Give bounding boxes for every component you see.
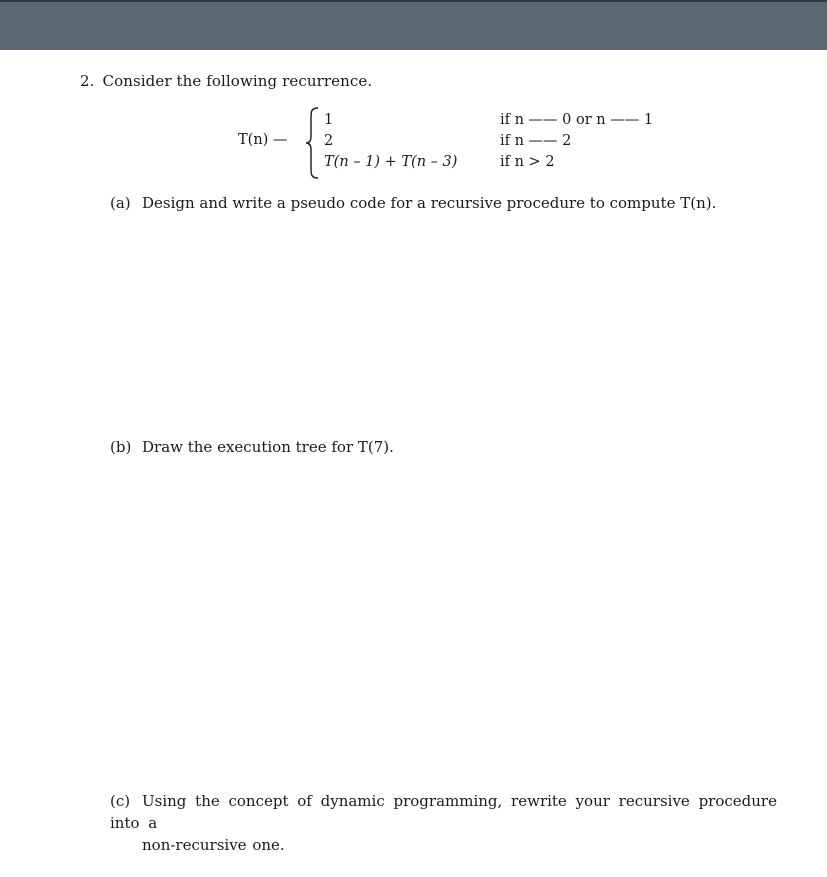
recurrence-lhs: T(n) — xyxy=(238,132,288,148)
part-c xyxy=(110,790,810,856)
part-a xyxy=(110,192,716,214)
case-condition-2: if n —— 2 xyxy=(500,133,572,149)
case-condition-3: if n > 2 xyxy=(500,154,555,170)
part-b-text: Draw the execution tree for T(7). xyxy=(142,438,394,456)
question-intro xyxy=(80,72,372,90)
question-intro-text: Consider the following recurrence. xyxy=(102,72,373,90)
part-c-label: (c) xyxy=(110,792,131,810)
case-value-3: T(n – 1) + T(n – 3) xyxy=(324,154,458,170)
left-brace-icon xyxy=(304,106,320,180)
question-number: 2. xyxy=(80,72,95,90)
part-b xyxy=(110,436,394,458)
part-c-text-line1: Using the concept of dynamic programming, rewrite your recursive procedure into a xyxy=(110,792,777,832)
recurrence-equation xyxy=(238,110,678,176)
case-value-2: 2 xyxy=(324,133,334,149)
top-toolbar xyxy=(0,0,827,50)
document-page xyxy=(0,50,827,877)
part-c-text-line2: non-recursive one. xyxy=(142,836,285,854)
case-condition-1: if n —— 0 or n —— 1 xyxy=(500,112,654,128)
part-a-text: Design and write a pseudo code for a recursive procedure to compute T(n). xyxy=(142,194,717,212)
part-a-label: (a) xyxy=(110,194,131,212)
part-b-label: (b) xyxy=(110,438,132,456)
case-value-1: 1 xyxy=(324,112,334,128)
